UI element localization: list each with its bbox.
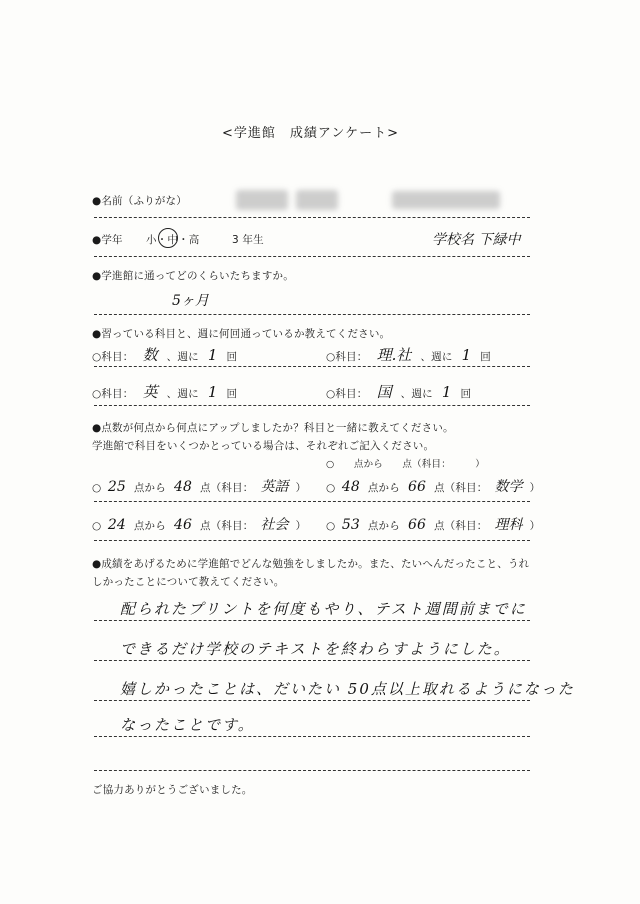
study-line-1 [94,620,530,621]
name-line [94,217,530,218]
subject-sep: 、週に [166,351,199,363]
blurred-furigana [392,191,500,209]
score-from: 48 [341,479,360,495]
thanks-message: ご協力ありがとうございました。 [92,784,253,796]
study-line-5 [94,770,530,771]
subject-sep: 、週に [420,351,453,363]
score-item: ○ 24 点から 46 点（科目： 社会 ） [92,517,307,533]
score-subject: 理科 [494,517,523,533]
study-question-1: ●成績をあげるために学進館でどんな勉強をしましたか。また、たいへんだったこと、うれ [92,558,530,570]
subject-label: ○科目： [92,388,134,400]
study-line-4 [94,736,530,737]
score-item: ○ 53 点から 66 点（科目： 理科 ） [326,517,541,533]
subject-item [92,344,237,365]
subject-count: 1 [441,383,452,401]
scores-example: ○ 点から 点（科目： ） [326,459,485,470]
blurred-name-1 [236,190,288,210]
score-close: ） [295,520,307,532]
scores-question-1: ●点数が何点から何点にアップしましたか？科目と一緒に教えてください。 [92,422,454,434]
scores-line-2 [94,540,530,541]
score-from: 53 [341,517,360,533]
score-to-label: 点（科目： [433,482,488,494]
study-line-2 [94,660,530,661]
grade-line [94,256,530,257]
subject-unit: 回 [460,388,472,400]
attendance-line [94,314,530,315]
grade-label: ●学年 [92,234,123,246]
subject-sep: 、週に [400,388,433,400]
score-to-label: 点（科目： [199,482,254,494]
score-to: 66 [408,517,426,533]
score-from-label: 点から [367,520,400,532]
subject-count: 1 [461,346,472,364]
score-subject: 英語 [260,479,289,495]
name-label: ●名前（ふりがな） [92,195,187,207]
study-answer-line: 嬉しかったことは、だいたい 50点以上取れるようになった [120,680,575,698]
score-to-label: 点（科目： [199,520,254,532]
score-close: ） [529,482,541,494]
subject-item [92,381,237,402]
score-from-label: 点から [133,482,166,494]
blurred-name-2 [296,190,338,210]
score-from-label: 点から [133,520,166,532]
score-to-label: 点（科目： [433,520,488,532]
subject-unit: 回 [480,351,491,363]
subject-item [326,381,471,402]
score-item: ○ 25 点から 48 点（科目： 英語 ） [92,479,307,495]
scores-line-1 [94,501,530,502]
subject-label: ○科目： [326,388,368,400]
score-from: 24 [107,517,126,533]
score-to: 48 [174,479,192,495]
subjects-line-2 [94,405,530,406]
score-to: 66 [408,479,426,495]
grade-circle [158,228,178,248]
subject-count: 1 [207,383,218,401]
subject-unit: 回 [226,351,238,363]
grade-options: 小・中・高 [146,234,200,246]
subject-label: ○科目： [92,351,134,363]
attendance-answer: 5ヶ月 [172,293,209,309]
study-answer-line: できるだけ学校のテキストを終わらすようにした。 [120,640,511,658]
subjects-question: ●習っている科目と、週に何回通っているか教えてください。 [92,328,391,340]
subjects-line-1 [94,366,530,367]
study-line-3 [94,700,530,701]
subject-count: 1 [207,346,218,364]
score-close: ） [529,520,541,532]
subject-name: 英 [142,383,158,401]
score-from: 25 [107,479,126,495]
subject-item [326,344,491,365]
score-subject: 数学 [494,479,523,495]
subject-name: 理.社 [376,346,412,364]
subject-name: 数 [142,346,158,364]
study-answer-line: なったことです。 [120,716,255,734]
scores-question-2: 学進館で科目をいくつかとっている場合は、それぞれご記入ください。 [92,440,435,452]
survey-title: <学進館 成績アンケート> [222,126,400,141]
attendance-question: ●学進館に通ってどのくらいたちますか。 [92,270,294,282]
study-question-2: しかったことについて教えてください。 [92,576,285,588]
school-name: 学校名 下緑中 [432,232,521,248]
subject-unit: 回 [226,388,238,400]
score-to: 46 [174,517,192,533]
study-answer-line: 配られたプリントを何度もやり、テスト週間前までに [120,600,527,618]
score-subject: 社会 [260,517,289,533]
grade-year: 3 年生 [232,234,264,246]
score-close: ） [295,482,307,494]
subject-label: ○科目： [326,351,368,363]
score-item: ○ 48 点から 66 点（科目： 数学 ） [326,479,541,495]
subject-sep: 、週に [166,388,199,400]
subject-name: 国 [376,383,392,401]
score-from-label: 点から [367,482,400,494]
